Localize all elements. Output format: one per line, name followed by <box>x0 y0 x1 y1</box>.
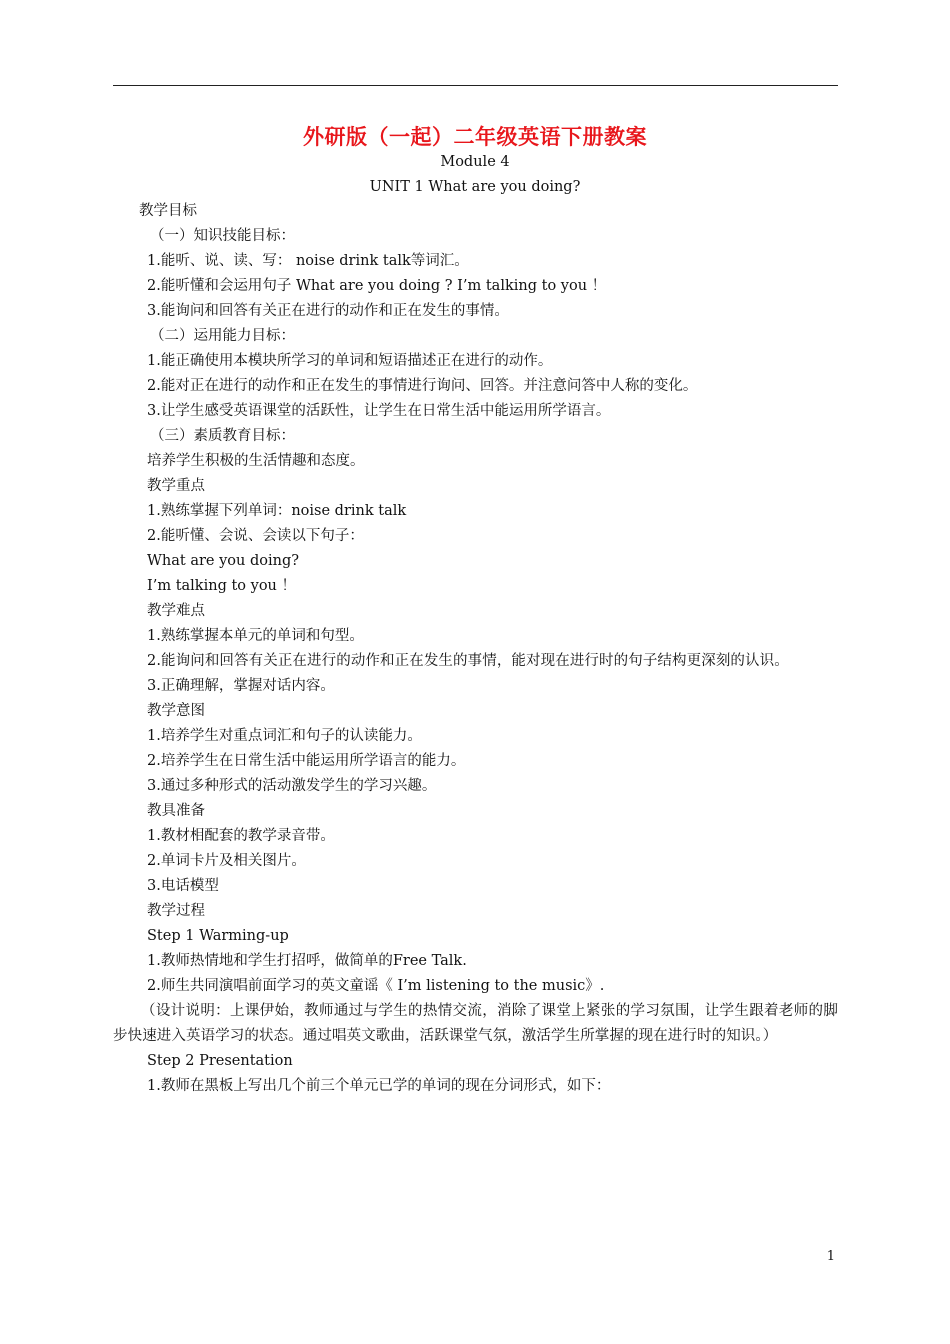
subsection-heading: （一）知识技能目标： <box>150 228 295 244</box>
body-line: 教学难点 <box>147 603 205 619</box>
body-line: 1.培养学生对重点词汇和句子的认读能力。 <box>147 728 422 744</box>
body-line: What are you doing? <box>147 553 300 569</box>
body-line: 1.能听、说、读、写： noise drink talk等词汇。 <box>147 253 469 269</box>
body-line: I’m talking to you ！ <box>147 578 296 594</box>
subsection-heading: （三）素质教育目标： <box>150 428 295 444</box>
unit-title: UNIT 1 What are you doing? <box>369 179 581 195</box>
body-line: 1.能正确使用本模块所学习的单词和短语描述正在进行的动作。 <box>147 353 553 369</box>
body-line: 1.教师热情地和学生打招呼，做简单的Free Talk. <box>147 953 467 969</box>
body-line: 2.单词卡片及相关图片。 <box>147 853 306 869</box>
body-line: 2.能听懂、会说、会读以下句子： <box>147 528 364 544</box>
body-line: 教学意图 <box>147 703 205 719</box>
module-label: Module 4 <box>440 154 510 170</box>
body-line: 1.熟练掌握下列单词：noise drink talk <box>147 503 407 519</box>
body-line: 2.师生共同演唱前面学习的英文童谣《 I’m listening to the music》. <box>147 978 605 994</box>
body-line: 3.能询问和回答有关正在进行的动作和正在发生的事情。 <box>147 303 509 319</box>
body-line: 1.教材相配套的教学录音带。 <box>147 828 335 844</box>
body-line: 3.电话模型 <box>147 878 219 894</box>
body-line: 1.教师在黑板上写出几个前三个单元已学的单词的现在分词形式，如下： <box>147 1078 611 1094</box>
section-heading: 教学目标 <box>139 203 197 219</box>
body-line: 3.通过多种形式的活动激发学生的学习兴趣。 <box>147 778 437 794</box>
subsection-heading: （二）运用能力目标： <box>150 328 295 344</box>
document-body <box>113 199 838 1099</box>
body-line: 2.能听懂和会运用句子 What are you doing ? I’m talking to you ！ <box>147 278 607 294</box>
body-line: 教学过程 <box>147 903 205 919</box>
body-line: 1.熟练掌握本单元的单词和句型。 <box>147 628 364 644</box>
body-paragraph: 2.能询问和回答有关正在进行的动作和正在发生的事情，能对现在进行时的句子结构更深刻的认识。 <box>147 653 789 669</box>
page-number: 1 <box>826 1249 835 1264</box>
body-line: Step 2 Presentation <box>147 1053 293 1069</box>
body-line: 教学重点 <box>147 478 205 494</box>
body-line: 2.培养学生在日常生活中能运用所学语言的能力。 <box>147 753 466 769</box>
design-note-paragraph: （设计说明：上课伊始，教师通过与学生的热情交流，消除了课堂上紧张的学习氛围，让学生跟着老师的脚步快速进入英语学习的状态。通过唱英文歌曲，活跃课堂气氛，激活学生所掌握的现在进行时的知识。） <box>113 1003 838 1044</box>
body-line: 2.能对正在进行的动作和正在发生的事情进行询问、回答。并注意问答中人称的变化。 <box>147 378 698 394</box>
body-line: 培养学生积极的生活情趣和态度。 <box>147 453 365 469</box>
body-line: 教具准备 <box>147 803 205 819</box>
body-line: 3.让学生感受英语课堂的活跃性，让学生在日常生活中能运用所学语言。 <box>147 403 611 419</box>
header-rule <box>113 85 838 86</box>
document-title: 外研版（一起）二年级英语下册教案 <box>303 125 647 149</box>
body-line: Step 1 Warming-up <box>147 928 289 944</box>
body-line: 3.正确理解，掌握对话内容。 <box>147 678 335 694</box>
